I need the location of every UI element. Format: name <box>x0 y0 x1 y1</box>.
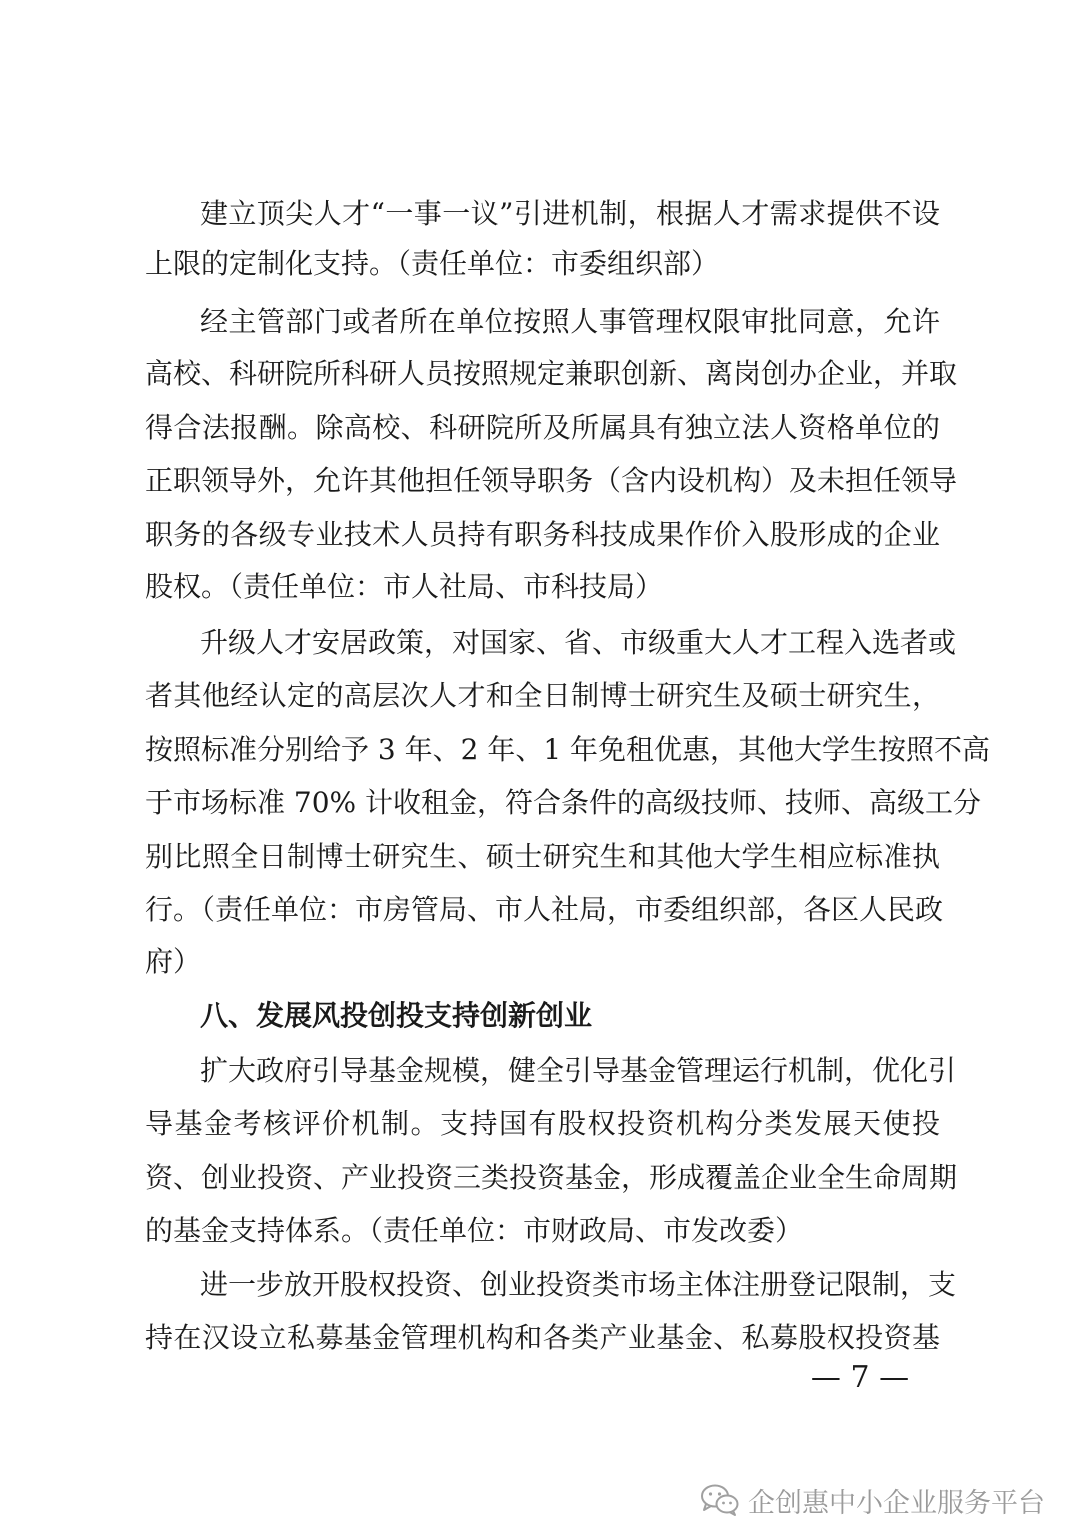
text-line: 于市场标准 70% 计收租金，符合条件的高级技师、技师、高级工分 <box>145 786 982 819</box>
text-line: 持在汉设立私募基金管理机构和各类产业基金、私募股权投资基 <box>145 1321 940 1354</box>
text-line: 正职领导外，允许其他担任领导职务（含内设机构）及未担任领导 <box>145 464 958 497</box>
text-line: 导基金考核评价机制。支持国有股权投资机构分类发展天使投 <box>145 1107 940 1140</box>
watermark <box>700 1480 1045 1520</box>
text-line: 上限的定制化支持。（责任单位：市委组织部） <box>145 247 720 280</box>
page-number: — 7 — <box>810 1360 910 1395</box>
text-line: 府） <box>145 945 202 978</box>
text-line: 得合法报酬。除高校、科研院所及所属具有独立法人资格单位的 <box>145 411 940 444</box>
text-line: 按照标准分别给予 3 年、2 年、1 年免租优惠，其他大学生按照不高 <box>145 733 991 766</box>
text-line: 高校、科研院所科研人员按照规定兼职创新、离岗创办企业，并取 <box>145 357 958 390</box>
wechat-icon <box>700 1483 740 1517</box>
text-line: 扩大政府引导基金规模，健全引导基金管理运行机制，优化引 <box>200 1054 957 1087</box>
text-line: 职务的各级专业技术人员持有职务科技成果作价入股形成的企业 <box>145 518 940 551</box>
section-heading: 八、发展风投创投支持创新创业 <box>200 999 593 1032</box>
text-line: 进一步放开股权投资、创业投资类市场主体注册登记限制，支 <box>200 1268 957 1301</box>
text-line: 资、创业投资、产业投资三类投资基金，形成覆盖企业全生命周期 <box>145 1161 958 1194</box>
text-line: 行。（责任单位：市房管局、市人社局，市委组织部，各区人民政 <box>145 893 944 926</box>
text-line: 股权。（责任单位：市人社局、市科技局） <box>145 570 664 603</box>
text-line: 别比照全日制博士研究生、硕士研究生和其他大学生相应标准执 <box>145 840 940 873</box>
text-line: 升级人才安居政策，对国家、省、市级重大人才工程入选者或 <box>200 626 957 659</box>
text-line: 建立顶尖人才“一事一议”引进机制，根据人才需求提供不设 <box>200 197 940 230</box>
text-line: 的基金支持体系。（责任单位：市财政局、市发改委） <box>145 1214 804 1247</box>
watermark-text: 企创惠中小企业服务平台 <box>748 1487 1045 1519</box>
text-line: 者其他经认定的高层次人才和全日制博士研究生及硕士研究生， <box>145 679 940 712</box>
text-line: 经主管部门或者所在单位按照人事管理权限审批同意，允许 <box>200 305 940 338</box>
